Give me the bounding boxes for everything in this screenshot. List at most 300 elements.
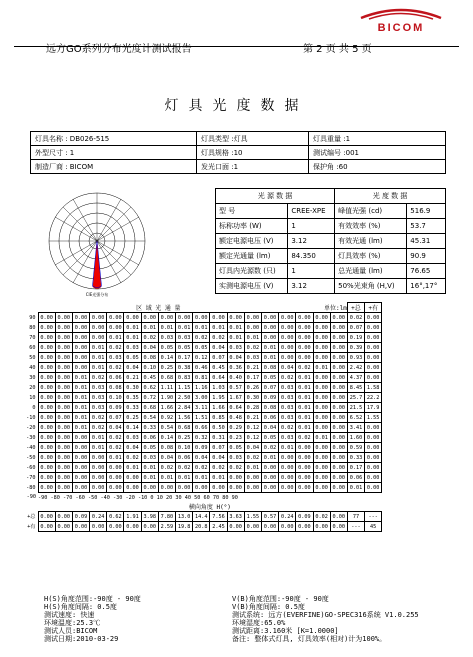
flux-cell: 0.00	[38, 512, 55, 522]
table-row	[21, 343, 382, 353]
flux-cell: 0.00	[261, 313, 278, 323]
flux-cell: 0.72	[141, 393, 158, 403]
flux-cell: 0.14	[158, 433, 175, 443]
flux-cell: 0.02	[296, 363, 313, 373]
flux-cell: 14.4	[193, 512, 210, 522]
flux-cell: 0.07	[107, 413, 124, 423]
flux-cell: 0.03	[141, 453, 158, 463]
flux-cell: 0.00	[261, 473, 278, 483]
zonal-flux-section	[21, 302, 382, 532]
flux-cell: 0.00	[296, 473, 313, 483]
flux-cell: 0.21	[244, 363, 261, 373]
flux-cell: 0.00	[55, 463, 72, 473]
flux-cell: 0.35	[124, 393, 141, 403]
flux-cell: 0.00	[193, 313, 210, 323]
flux-cell: 0.02	[227, 463, 244, 473]
value: 1	[288, 264, 335, 279]
flux-cell: 0.00	[124, 522, 141, 532]
flux-cell: 0.00	[279, 453, 296, 463]
flux-cell: 0.29	[227, 423, 244, 433]
flux-cell: 0.05	[261, 373, 278, 383]
flux-cell: 0.00	[261, 323, 278, 333]
row-angle-label: 90	[29, 314, 36, 321]
flux-cell: 0.00	[330, 413, 347, 423]
flux-cell: 0.25	[124, 413, 141, 423]
table-row	[21, 443, 382, 453]
flux-cell: 13.0	[176, 512, 193, 522]
flux-cell: 0.04	[124, 363, 141, 373]
flux-cell: 0.00	[72, 483, 89, 493]
flux-cell: 0.01	[313, 433, 330, 443]
flux-cell: 0.01	[72, 393, 89, 403]
flux-cell: 0.01	[158, 323, 175, 333]
flux-cell: 0.01	[72, 423, 89, 433]
flux-cell: 0.19	[347, 333, 364, 343]
flux-cell: 1.55	[244, 512, 261, 522]
table-row	[21, 453, 382, 463]
flux-cell: 0.00	[72, 473, 89, 483]
flux-cell: 0.03	[227, 453, 244, 463]
flux-cell: 0.08	[141, 353, 158, 363]
flux-cell: 0.02	[244, 453, 261, 463]
flux-cell: 0.07	[261, 383, 278, 393]
flux-cell: 0.00	[38, 373, 55, 383]
table-row	[21, 323, 382, 333]
flux-cell: 0.05	[158, 343, 175, 353]
flux-cell: 0.68	[176, 423, 193, 433]
shielding-angle: 保护角 :60	[309, 160, 446, 174]
footer-item: V(B)角度间隔: 0.5度	[232, 603, 305, 611]
flux-cell: ---	[365, 512, 382, 522]
flux-cell: 0.00	[141, 313, 158, 323]
flux-cell: 0.00	[55, 383, 72, 393]
flux-cell: 0.00	[313, 383, 330, 393]
flux-cell: 0.05	[227, 443, 244, 453]
value: 3.12	[288, 279, 335, 294]
flux-cell: 0.03	[279, 393, 296, 403]
axis-spacer	[21, 502, 38, 512]
flux-cell: 0.00	[330, 512, 347, 522]
flux-cell: 0.00	[313, 353, 330, 363]
flux-cell: 17.9	[365, 403, 382, 413]
flux-cell: 0.00	[55, 343, 72, 353]
flux-cell: 0.38	[176, 363, 193, 373]
lamp-size: 外型尺寸 : 1	[31, 146, 197, 160]
flux-cell: 0.00	[330, 313, 347, 323]
flux-cell: 0.05	[261, 433, 278, 443]
flux-cell: 0.03	[279, 403, 296, 413]
footer-item: 测试距离:3.160米 [K=1.0000]	[232, 627, 339, 635]
label: 型 号	[216, 204, 288, 219]
table-row	[21, 413, 382, 423]
flux-cell: 21.5	[347, 403, 364, 413]
flux-cell: 0.00	[55, 512, 72, 522]
flux-cell: 0.00	[55, 413, 72, 423]
flux-cell: 0.01	[261, 343, 278, 353]
flux-cell: 0.26	[244, 383, 261, 393]
flux-cell: 0.28	[244, 403, 261, 413]
flux-cell: 0.02	[107, 443, 124, 453]
flux-cell: 0.01	[90, 343, 107, 353]
footer-item: 测试日期:2010-03-29	[44, 635, 119, 643]
flux-cell: 0.03	[158, 333, 175, 343]
flux-cell: 0.00	[55, 393, 72, 403]
flux-cell: 77	[347, 512, 364, 522]
flux-cell: 0.17	[176, 353, 193, 363]
flux-cell: 0.00	[313, 453, 330, 463]
flux-cell: 2.45	[210, 522, 227, 532]
flux-cell: 0.64	[227, 403, 244, 413]
flux-cell: 0.04	[158, 453, 175, 463]
flux-cell: 0.09	[193, 443, 210, 453]
flux-cell: 0.85	[210, 413, 227, 423]
flux-cell: 0.00	[72, 343, 89, 353]
flux-cell: 0.17	[244, 373, 261, 383]
flux-cell: 1.91	[124, 512, 141, 522]
flux-cell: 0.00	[330, 463, 347, 473]
flux-cell: 0.00	[244, 473, 261, 483]
flux-cell: 0.00	[296, 333, 313, 343]
flux-cell: 0.09	[261, 393, 278, 403]
flux-cell: 2.84	[176, 403, 193, 413]
row-angle-label: 30	[29, 374, 36, 381]
flux-cell: 0.39	[347, 343, 364, 353]
flux-cell: 7.80	[158, 512, 175, 522]
flux-cell: 0.00	[330, 453, 347, 463]
flux-cell: 0.00	[313, 313, 330, 323]
flux-cell: 0.10	[107, 393, 124, 403]
flux-cell: 0.01	[141, 323, 158, 333]
flux-cell: 0.01	[176, 323, 193, 333]
flux-cell: 0.00	[227, 522, 244, 532]
flux-cell: 0.02	[176, 463, 193, 473]
flux-cell: 0.00	[55, 323, 72, 333]
flux-cell: 0.00	[296, 313, 313, 323]
value: 84.350	[288, 249, 335, 264]
flux-cell: 0.01	[279, 443, 296, 453]
flux-cell: 0.04	[227, 353, 244, 363]
flux-cell: 0.23	[227, 433, 244, 443]
footer-item: H(S)角度范围:-90度 - 90度	[44, 595, 141, 603]
table-row	[21, 463, 382, 473]
flux-cell: 0.08	[107, 383, 124, 393]
flux-cell: 0.00	[365, 423, 382, 433]
flux-cell: 0.45	[210, 363, 227, 373]
flux-cell: 0.14	[124, 423, 141, 433]
flux-cell: 0.04	[279, 363, 296, 373]
flux-cell: 0.00	[365, 353, 382, 363]
flux-cell: 0.01	[296, 403, 313, 413]
flux-cell: 0.00	[330, 323, 347, 333]
flux-cell: 0.00	[72, 323, 89, 333]
flux-cell: 0.00	[313, 323, 330, 333]
photo-row	[216, 249, 446, 264]
flux-cell: 0.00	[296, 463, 313, 473]
row-angle-label: -20	[26, 424, 36, 431]
flux-cell: 0.02	[90, 413, 107, 423]
document-title: 灯具光度数据	[164, 98, 309, 114]
flux-cell: 0.00	[90, 463, 107, 473]
flux-cell: 8.45	[347, 383, 364, 393]
table-row	[21, 403, 382, 413]
flux-cell: 0.00	[330, 383, 347, 393]
flux-cell: 0.30	[244, 393, 261, 403]
flux-cell: 0.00	[244, 313, 261, 323]
row-angle-label: 70	[29, 334, 36, 341]
flux-cell: 0.01	[72, 373, 89, 383]
flux-cell: 0.02	[296, 433, 313, 443]
zone-title: 区 域 光 通 量	[136, 304, 181, 312]
flux-cell: 0.10	[141, 363, 158, 373]
flux-cell: 0.81	[193, 373, 210, 383]
flux-cell: 0.00	[90, 323, 107, 333]
flux-cell: 0.00	[365, 323, 382, 333]
flux-cell: 0.00	[296, 483, 313, 493]
flux-cell: 0.02	[90, 373, 107, 383]
value: CREE-XPE	[288, 204, 335, 219]
flux-cell: 0.03	[107, 353, 124, 363]
flux-cell: 0.62	[107, 512, 124, 522]
flux-cell: 0.02	[107, 433, 124, 443]
flux-cell: 0.00	[279, 522, 296, 532]
flux-cell: 0.00	[107, 473, 124, 483]
info-row	[31, 160, 446, 174]
flux-cell: 0.00	[261, 522, 278, 532]
flux-cell: 0.32	[193, 433, 210, 443]
table-row	[21, 393, 382, 403]
flux-cell: 0.00	[38, 433, 55, 443]
flux-cell: 0.09	[296, 512, 313, 522]
flux-cell: 0.30	[124, 383, 141, 393]
flux-cell: 0.00	[313, 373, 330, 383]
flux-cell: 0.00	[72, 443, 89, 453]
footer-item: 测试速度: 快速	[44, 611, 95, 619]
flux-cell: 0.00	[176, 313, 193, 323]
value: 90.9	[407, 249, 446, 264]
row-angle-label: 80	[29, 324, 36, 331]
flux-cell: 0.01	[72, 413, 89, 423]
table-row	[21, 433, 382, 443]
photo-row	[216, 234, 446, 249]
light-source-heading: 光 源 数 据	[216, 189, 335, 204]
flux-cell: 0.01	[227, 323, 244, 333]
flux-cell: 0.02	[158, 463, 175, 473]
flux-cell: 0.00	[279, 313, 296, 323]
flux-cell: 0.00	[227, 313, 244, 323]
flux-cell: 0.00	[330, 483, 347, 493]
flux-cell: 0.33	[347, 453, 364, 463]
flux-cell: 0.00	[38, 403, 55, 413]
flux-cell: 0.00	[279, 333, 296, 343]
flux-cell: 0.68	[141, 403, 158, 413]
flux-cell: 0.68	[158, 373, 175, 383]
flux-cell: 1.66	[158, 403, 175, 413]
flux-cell: 0.00	[38, 323, 55, 333]
label: 峰值光强 (cd)	[335, 204, 407, 219]
flux-cell: 0.00	[227, 483, 244, 493]
flux-cell: 0.00	[330, 443, 347, 453]
table-row	[21, 363, 382, 373]
label: 总光通量 (lm)	[335, 264, 407, 279]
flux-cell: 0.00	[330, 393, 347, 403]
flux-cell: 0.24	[90, 512, 107, 522]
flux-cell: 0.00	[55, 403, 72, 413]
table-row	[21, 383, 382, 393]
polar-intensity-plot	[32, 189, 162, 301]
table-row	[21, 333, 382, 343]
flux-cell: 0.01	[313, 363, 330, 373]
flux-cell: 0.00	[90, 333, 107, 343]
label: 额定光通量 (lm)	[216, 249, 288, 264]
value: 45.31	[407, 234, 446, 249]
flux-cell: 0.00	[330, 403, 347, 413]
flux-cell: 0.02	[193, 463, 210, 473]
label: 额定电源电压 (V)	[216, 234, 288, 249]
flux-cell: 0.00	[107, 522, 124, 532]
flux-cell: 0.00	[244, 483, 261, 493]
flux-cell: 0.31	[210, 433, 227, 443]
flux-cell: 0.08	[261, 403, 278, 413]
flux-cell: 0.00	[296, 353, 313, 363]
flux-cell: 1.60	[347, 433, 364, 443]
axis-corner	[21, 303, 38, 313]
manufacturer: 制造厂商 : BICOM	[31, 160, 197, 174]
table-row	[21, 473, 382, 483]
page-label: 第 2 页 共 5 页	[303, 44, 372, 55]
flux-cell: 0.04	[141, 343, 158, 353]
flux-cell: 2.59	[158, 522, 175, 532]
flux-cell: 0.03	[176, 333, 193, 343]
flux-cell: 0.07	[210, 353, 227, 363]
table-row	[21, 373, 382, 383]
flux-cell: 3.41	[347, 423, 364, 433]
flux-cell: 0.00	[296, 443, 313, 453]
row-angle-label: 20	[29, 384, 36, 391]
flux-cell: 0.00	[55, 333, 72, 343]
flux-cell: 25.7	[347, 393, 364, 403]
value: 16°,17°	[407, 279, 446, 294]
flux-cell: 0.03	[124, 343, 141, 353]
flux-cell: 0.00	[210, 313, 227, 323]
flux-cell: 0.00	[38, 423, 55, 433]
flux-cell: 0.00	[296, 343, 313, 353]
flux-cell: 0.00	[279, 483, 296, 493]
flux-cell: 0.24	[279, 512, 296, 522]
flux-cell: 0.06	[261, 413, 278, 423]
flux-cell: 7.56	[210, 512, 227, 522]
row-label: +有	[27, 524, 36, 530]
flux-cell: 0.00	[365, 453, 382, 463]
flux-cell: 0.03	[90, 383, 107, 393]
flux-cell: 0.01	[90, 363, 107, 373]
flux-cell: 3.63	[227, 512, 244, 522]
flux-cell: 0.00	[279, 463, 296, 473]
footer-item: 测试人员:BICOM	[44, 627, 98, 635]
flux-cell: 0.57	[227, 383, 244, 393]
flux-cell: 0.07	[347, 323, 364, 333]
flux-cell: 0.04	[210, 453, 227, 463]
flux-cell: 0.08	[261, 363, 278, 373]
flux-cell: 0.01	[158, 473, 175, 483]
flux-cell: 0.12	[244, 433, 261, 443]
photo-row	[216, 219, 446, 234]
flux-cell: 0.33	[141, 423, 158, 433]
row-label: +总	[27, 514, 36, 520]
flux-cell: 0.00	[55, 483, 72, 493]
flux-cell: 0.00	[107, 323, 124, 333]
flux-cell: 0.00	[72, 363, 89, 373]
flux-cell: 0.02	[141, 333, 158, 343]
flux-cell: 0.09	[107, 403, 124, 413]
flux-cell: 0.00	[330, 343, 347, 353]
row-angle-label: -70	[26, 474, 36, 481]
flux-cell: 0.01	[124, 323, 141, 333]
flux-cell: 0.00	[244, 323, 261, 333]
row-angle-label: 40	[29, 364, 36, 371]
bicom-logo	[351, 4, 451, 34]
flux-cell: 0.01	[72, 383, 89, 393]
flux-cell: 0.48	[227, 413, 244, 423]
flux-cell: 1.55	[365, 413, 382, 423]
flux-cell: 0.00	[38, 353, 55, 363]
flux-cell: 0.00	[365, 373, 382, 383]
flux-cell: 0.06	[107, 373, 124, 383]
label: 灯具内光源数 (只)	[216, 264, 288, 279]
flux-cell: 0.00	[296, 522, 313, 532]
flux-cell: 0.05	[193, 343, 210, 353]
row-angle-label: 10	[29, 394, 36, 401]
flux-cell: 0.03	[227, 343, 244, 353]
flux-cell: 0.00	[365, 463, 382, 473]
flux-cell: 0.00	[296, 323, 313, 333]
flux-cell: 0.00	[38, 363, 55, 373]
flux-cell: 1.66	[210, 403, 227, 413]
flux-cell: 0.62	[141, 383, 158, 393]
flux-cell: 0.01	[210, 323, 227, 333]
flux-cell: 0.00	[90, 473, 107, 483]
flux-cell: 0.01	[296, 413, 313, 423]
flux-cell: 0.03	[279, 383, 296, 393]
footer-item: 环境湿度:65.0%	[232, 619, 286, 627]
flux-cell: 0.02	[210, 463, 227, 473]
flux-cell: 0.01	[296, 393, 313, 403]
flux-cell: 0.00	[313, 483, 330, 493]
flux-cell: 0.02	[261, 443, 278, 453]
photo-row	[216, 279, 446, 294]
value: 53.7	[407, 219, 446, 234]
flux-cell: 0.00	[38, 473, 55, 483]
flux-cell: 0.00	[313, 473, 330, 483]
label: 有效光通 (lm)	[335, 234, 407, 249]
lamp-type: 灯具类型 :灯具	[197, 132, 309, 146]
flux-cell: 0.00	[227, 473, 244, 483]
info-row	[31, 146, 446, 160]
row-angle-label: 60	[29, 344, 36, 351]
flux-cell: 0.00	[296, 453, 313, 463]
footer-right	[232, 595, 419, 643]
table-row	[21, 353, 382, 363]
flux-cell: 0.10	[176, 443, 193, 453]
flux-cell: 0.00	[90, 522, 107, 532]
footer-item: H(S)角度间隔: 0.5度	[44, 603, 117, 611]
flux-cell: 1.16	[193, 383, 210, 393]
flux-cell: 0.12	[193, 353, 210, 363]
flux-cell: 0.01	[244, 463, 261, 473]
flux-cell: 0.33	[124, 403, 141, 413]
flux-cell: 4.37	[347, 373, 364, 383]
flux-cell: 0.04	[244, 443, 261, 453]
flux-cell: 0.03	[90, 393, 107, 403]
